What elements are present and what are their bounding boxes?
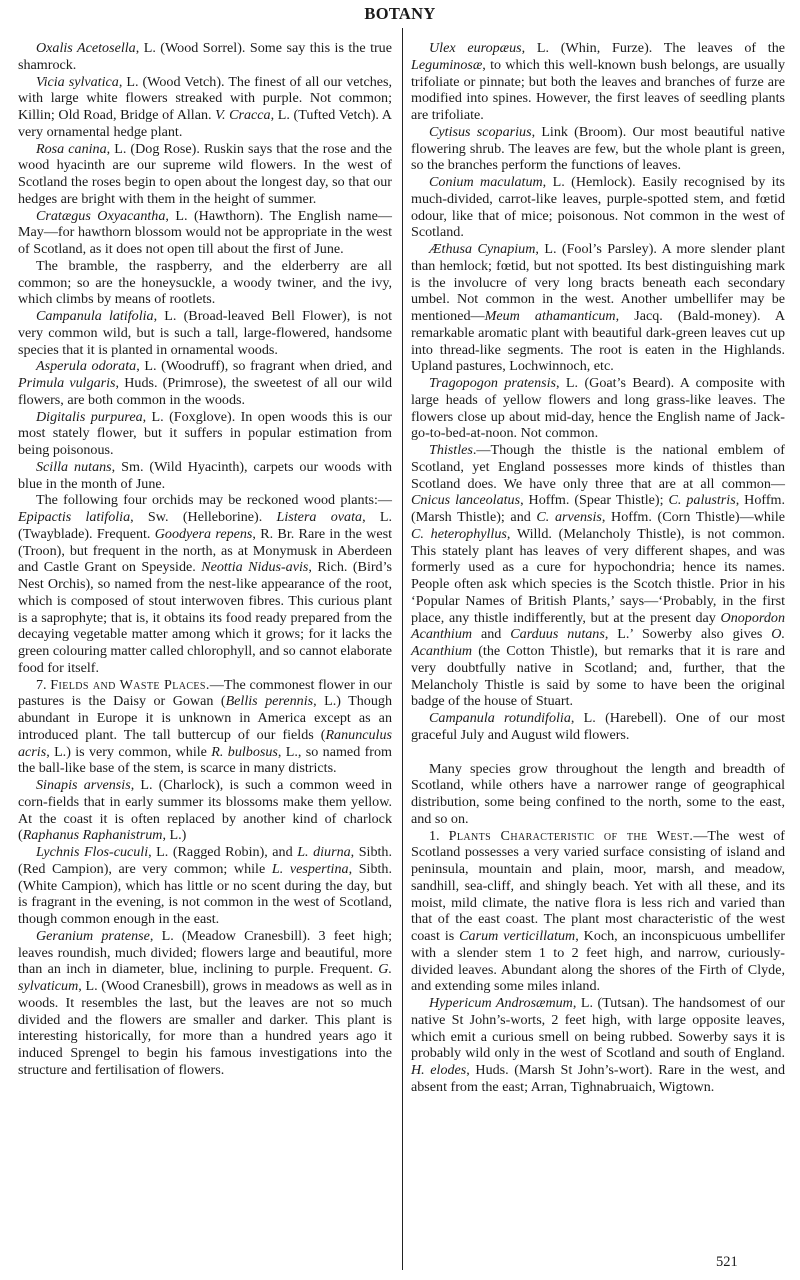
paragraph	[18, 677, 392, 778]
species-name: G. sylvaticum	[18, 961, 392, 994]
body-text: Many species grow throughout the length and breadth of Scotland, while others have a narrower range of geographical distribution, some being confined to the north, some to the east, and so on.	[411, 760, 785, 827]
section-heading: Fields and Waste Places.	[50, 676, 210, 693]
species-name: Ulex europæus	[429, 40, 522, 56]
paragraph	[411, 40, 785, 124]
paragraph	[18, 208, 392, 258]
species-name: V. Cracca	[215, 107, 271, 123]
paragraph	[18, 459, 392, 493]
body-text: , L. (Hawthorn). The English name—May—for hawthorn blossom would not be appropriate in the west of Scotland, as it does not open till about the first of June.	[18, 207, 392, 257]
body-text: , Hoffm. (Corn Thistle)—while	[601, 509, 786, 525]
species-name: Goodyera repens	[154, 525, 253, 542]
body-text: , R. Br. Rare in the west (Troon), but frequent in the north, as at Monymusk in Aberdeen and Castle Grant on Speyside.	[18, 525, 392, 576]
body-text: , L.)	[162, 827, 187, 844]
paragraph	[411, 124, 785, 174]
body-text: , Sw. (Helleborine).	[130, 509, 277, 525]
body-text: —The west of Scotland possesses a very varied surface consisting of island and peninsula, mountain and plain, moor, marsh, and meadow, sandhill, sea-cliff, and shingly beach. Yet with all these, and its moist, mild climate, the native flora is less rich and varied than that of the east coast. The plant most characteristic of the west coast is	[411, 827, 785, 944]
column-divider	[402, 28, 403, 1270]
body-text: , Huds. (Primrose), the sweetest of all our wild flowers, are both common in the woods.	[18, 375, 392, 408]
body-text: The following four orchids may be reckoned wood plants:—	[36, 492, 392, 509]
body-text: , L. (Broad-leaved Bell Flower), is not very common wild, but is such a tall, large-flowered, handsome species that it is planted in ornamental woods.	[18, 308, 392, 358]
paragraph	[18, 258, 392, 308]
species-name: L. vespertina	[271, 860, 349, 877]
body-text: , Huds. (Marsh St John’s-wort). Rare in the west, and absent from the east; Arran, Tighnabruaich, Wigtown.	[411, 1062, 785, 1095]
species-name: Rosa canina	[36, 140, 107, 157]
species-name: Campanula latifolia	[36, 308, 154, 324]
species-name: Carduus nutans	[510, 626, 605, 643]
species-name: Cratægus Oxyacantha	[36, 207, 166, 224]
paragraph	[18, 844, 392, 928]
species-name: Conium maculatum	[429, 174, 543, 190]
body-text: , Link (Broom). Our most beautiful native flowering shrub. The leaves are few, but the whole plant is green, so the branches perform the functions of leaves.	[411, 123, 786, 174]
paragraph	[18, 492, 392, 676]
paragraph	[18, 358, 392, 408]
body-text: , L. (Tufted Vetch). A very ornamental hedge plant.	[18, 107, 392, 140]
body-text: The bramble, the raspberry, and the elderberry are all common; so are the honeysuckle, a woody twiner, and the ivy, which climbs by means of rootlets.	[18, 257, 392, 308]
body-text: , Jacq. (Bald-money). A remarkable aromatic plant with beautiful dark-green leaves cut up into thread-like segments. The root is eaten in the Highlands. Upland pastures, Lochwinnoch, etc.	[411, 308, 785, 375]
body-text: , to which this well-known bush belongs, are usually trifoliate or pinnate; but both the leaves and branches of furze are modified into spines. However, the first leaves of seedling plants are trifoliate.	[411, 56, 785, 123]
species-name: Asperula odorata	[36, 358, 137, 375]
body-text: , L.) Though abundant in Europe it is unknown in America except as an introduced plant. The tall buttercup of our fields (	[18, 693, 392, 743]
paragraph	[411, 761, 785, 828]
body-text: (the Cotton Thistle), but remarks that it is rare and very doubtfully native in Scotland; and, further, that the Melancholy Thistle is said by some to have been the original badge of the house of Stuart.	[411, 643, 785, 710]
body-text: , L. (Dog Rose). Ruskin says that the rose and the wood hyacinth are our supreme wild flowers. In the west of Scotland the roses begin to open about the longest day, so that our hedges are bright with them in the height of summer.	[18, 140, 392, 207]
body-text: , Sibth. (Red Campion), are very common; while	[18, 844, 393, 877]
species-name: Cytisus scoparius	[429, 123, 532, 140]
body-text: 7.	[36, 676, 51, 693]
body-text: , Rich. (Bird’s Nest Orchis), so named from the nest-like appearance of the root, which is composed of stout interwoven fibres. This curious plant is a saprophyte; that is, it obtains its food ready prepared from the decaying vegetable matter among which it grows; for it lacks the green colouring matter called chlorophyll, and so cannot elaborate food for itself.	[18, 559, 393, 676]
species-name: Raphanus Raphanistrum	[22, 827, 163, 844]
species-name: L. diurna	[297, 844, 351, 860]
species-name: Leguminosæ	[411, 56, 483, 73]
species-name: Bellis perennis	[225, 693, 314, 710]
paragraph	[18, 308, 392, 358]
paragraph	[411, 174, 785, 241]
body-text: , Sibth. (White Campion), which has little or no scent during the day, but is fragrant in the evening, is not common in the west of Scotland, though common enough in the east.	[18, 860, 392, 927]
species-name: Scilla nutans	[36, 458, 112, 475]
body-text: , L. (Meadow Cranesbill). 3 feet high; leaves roundish, much divided; flowers large and beautiful, more than an inch in diameter, blue, inclining to purple. Frequent.	[18, 927, 392, 978]
body-text: , Hoffm. (Marsh Thistle); and	[411, 492, 786, 525]
body-text: , L. (Charlock), is such a common weed in corn-fields that in early summer its blossoms make them yellow. At the coast it is often replaced by another kind of charlock (	[18, 777, 392, 844]
body-text: , L. (Fool’s Parsley). A more slender plant than hemlock; fœtid, but not spotted. Its best distinguishing mark is the involucre of very long bracts beneath each secondary umbel. Not common in the west. Another umbellifer may be mentioned—	[411, 241, 785, 324]
paragraph	[411, 241, 785, 375]
species-name: Sinapis arvensis	[36, 777, 131, 793]
species-name: Ranunculus acris	[18, 726, 392, 760]
paragraph	[18, 409, 392, 459]
species-name: Hypericum Androsæmum	[429, 995, 573, 1011]
body-text: , L.) is very common, while	[46, 743, 212, 760]
body-text: —The commonest flower in our pastures is the Daisy or Gowan (	[18, 676, 393, 710]
body-text: , L. (Whin, Furze). The leaves of the	[521, 40, 786, 56]
species-name: Listera ovata	[276, 509, 363, 525]
page-number: 521	[716, 1254, 738, 1270]
species-name: Campanula rotundifolia	[429, 710, 571, 726]
body-text: , L. (Wood Cranesbill), grows in meadows as well as in woods. It resembles the last, but the leaves are not so much divided and the flowers are smaller and darker. This plant is interesting historically, for more than a hundred years ago it induced Sprengel to begin his famous investigations into the structure and fertilisation of flowers.	[18, 978, 392, 1078]
paragraph	[411, 442, 785, 710]
body-text: and	[472, 626, 511, 643]
body-text: , L. (Harebell). One of our most graceful July and August wild flowers.	[411, 710, 786, 743]
body-text: , L. (Foxglove). In open woods this is our most stately flower, but it suffers in popular estimation from being poisonous.	[18, 408, 392, 458]
paragraph	[411, 375, 785, 442]
species-name: Primula vulgaris	[18, 375, 116, 391]
paragraph	[18, 74, 392, 141]
species-name: C. arvensis	[536, 509, 602, 525]
body-text: , L. (Wood Sorrel). Some say this is the true shamrock.	[18, 40, 392, 73]
species-name: H. elodes	[411, 1062, 467, 1078]
species-name: Æthusa Cynapium	[429, 241, 536, 257]
body-text: , L., so named from the ball-like base of the stem, is scarce in many districts.	[18, 743, 392, 777]
body-text: , Hoffm. (Spear Thistle);	[520, 492, 669, 509]
paragraph	[18, 141, 392, 208]
species-name: Tragopogon pratensis	[429, 375, 556, 391]
body-text: .—Though the thistle is the national emblem of Scotland, yet England possesses more kinds of thistles than Scotland does. We have only three that are at all common—	[411, 442, 785, 492]
species-name: C. palustris	[668, 492, 736, 509]
paragraph	[411, 710, 785, 744]
species-name: Epipactis latifolia	[18, 509, 131, 525]
species-name: Neottia Nidus-avis	[201, 559, 309, 576]
species-name: Thistles	[429, 442, 473, 458]
body-text: , Koch, an inconspicuous umbellifer with a slender stem 1 to 2 feet high, and narrow, curiously-divided leaves. Abundant along the shores of the Firth of Clyde, and extending some miles inland.	[411, 928, 786, 995]
paragraph	[18, 777, 392, 844]
body-text: , Sm. (Wild Hyacinth), carpets our woods with blue in the month of June.	[18, 458, 392, 492]
paragraph	[411, 995, 785, 1096]
body-text: , L. (Goat’s Beard). A composite with large heads of yellow flowers and long grass-like leaves. The flowers close up about mid-day, hence the English name of Jack-go-to-bed-at-noon. Not common.	[411, 375, 785, 442]
body-text: , L.’ Sowerby also gives	[604, 626, 772, 643]
species-name: Onopordon Acanthium	[411, 609, 785, 643]
species-name: C. heterophyllus	[411, 525, 507, 542]
species-name: Digitalis purpurea	[36, 408, 143, 425]
paragraph	[18, 928, 392, 1079]
species-name: Carum verticillatum	[459, 928, 576, 944]
species-name: Geranium pratense	[36, 927, 150, 944]
right-column	[411, 40, 785, 1096]
section-heading: Plants Characteristic of the West.	[448, 827, 694, 844]
species-name: Cnicus lanceolatus	[411, 492, 521, 509]
species-name: Oxalis Acetosella	[36, 40, 136, 56]
body-text: , L. (Hemlock). Easily recognised by its much-divided, carrot-like leaves, purple-spotted stem, and fœtid odour, like that of mice; poisonous. Not common in the west of Scotland.	[411, 174, 785, 241]
species-name: Lychnis Flos-cuculi	[36, 844, 149, 860]
species-name: R. bulbosus	[211, 743, 278, 760]
body-text: , L. (Twayblade). Frequent.	[18, 509, 392, 542]
body-text: 1.	[429, 827, 449, 844]
species-name: Vicia sylvatica	[36, 73, 119, 90]
body-text: , L. (Tutsan). The handsomest of our native St John’s-worts, 2 feet high, with large opposite leaves, which emit a curious smell on being rubbed. Sowerby says it is probably wild only in the west of Scotland and south of England.	[411, 995, 785, 1062]
species-name: O. Acanthium	[411, 626, 785, 659]
body-text: , L. (Ragged Robin), and	[148, 844, 298, 860]
paragraph	[18, 40, 392, 74]
body-text: , L. (Woodruff), so fragrant when dried, and	[136, 358, 392, 375]
paragraph	[411, 828, 785, 996]
body-text: , Willd. (Melancholy Thistle), is not common. This stately plant has leaves of very different shapes, and was formerly used as a cure for hypochondria; hence its names. People often ask which species is the Scotch thistle. Prior in his ‘Popular Names of British Plants,’ says—‘Probably, in the first place, any thistle indifferently, but at the present day	[411, 525, 785, 626]
body-text: , L. (Wood Vetch). The finest of all our vetches, with large white flowers streaked with purple. Not common; Killin; Old Road, Bridge of Allan.	[18, 73, 393, 123]
species-name: Meum athamanticum	[484, 308, 616, 324]
left-column	[18, 40, 392, 1079]
running-title: BOTANY	[364, 4, 436, 23]
